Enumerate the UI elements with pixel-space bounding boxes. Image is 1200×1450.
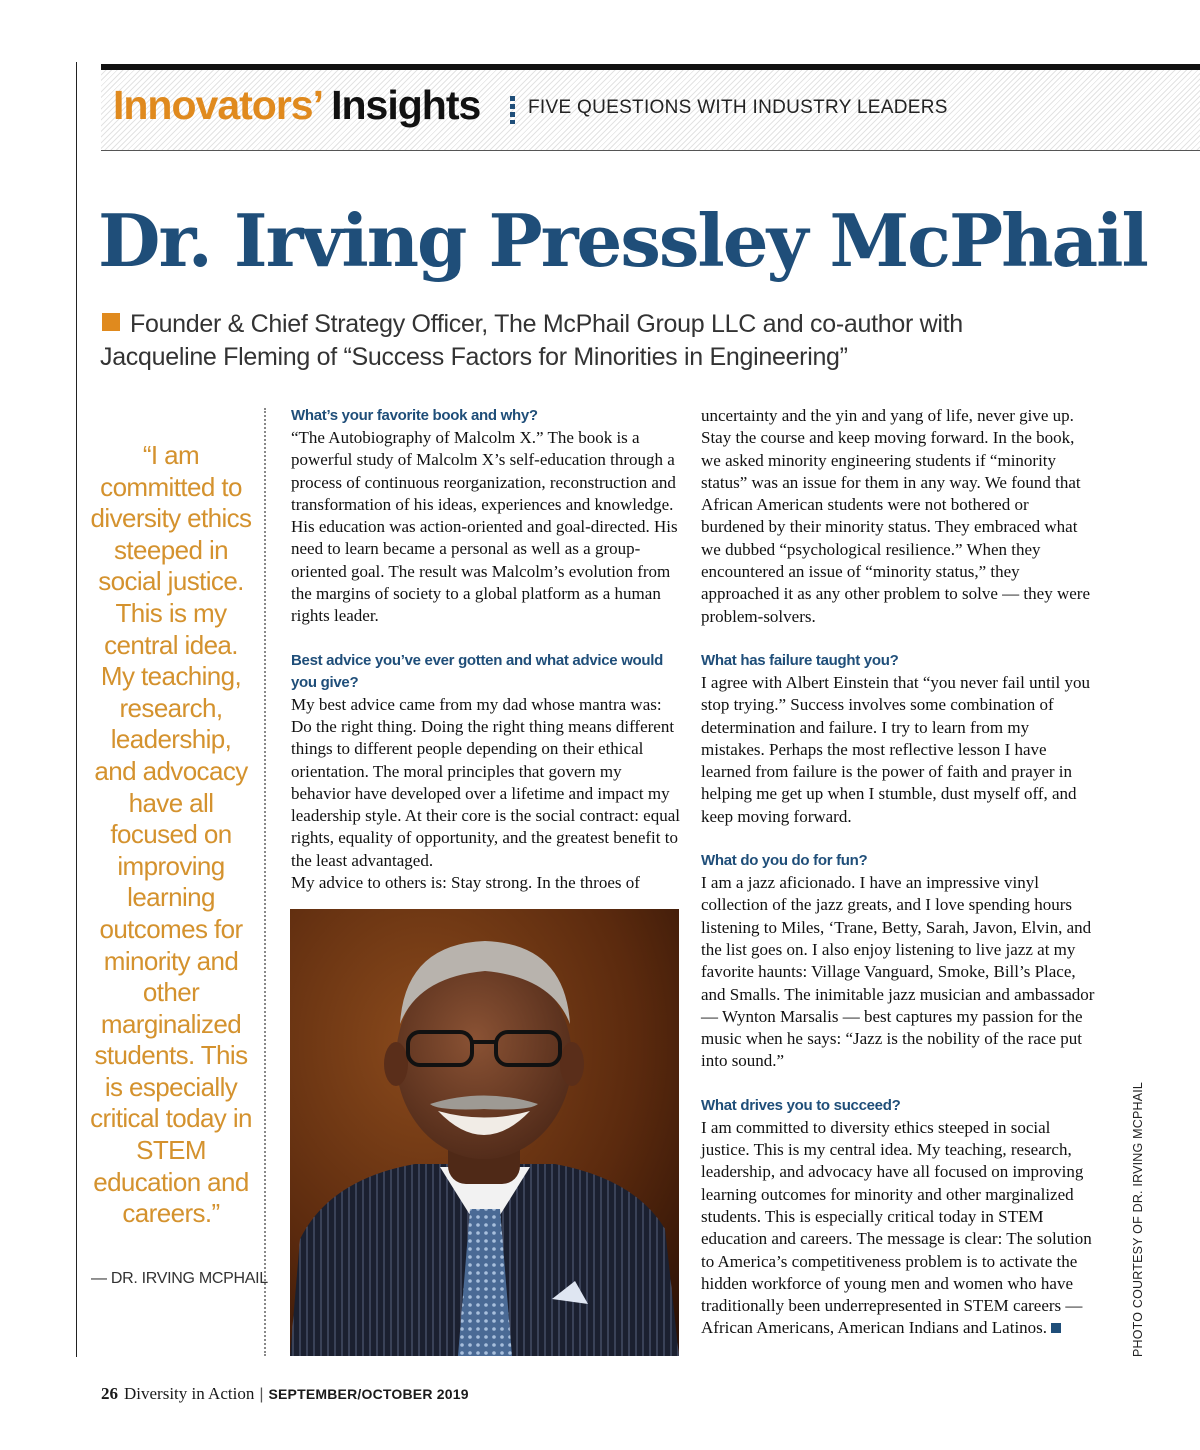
answer-text: I am a jazz aficionado. I have an impressive vinyl collection of the jazz greats, and I love spending hours listening to Miles, ‘Trane, Betty, Sarah, Javon, Elvin, and the list goes on. I also enjoy listening to live jazz at my favorite haunts: Village Vanguard, Smoke, Bill’s Place, and Smalls. The inimitable jazz musician and ambassador — Wynton Marsalis — best captures my passion for the music when he says: “Jazz is the nobility of the race put into sound.” (701, 873, 1095, 1071)
portrait-photo (290, 909, 679, 1356)
left-margin-rule (76, 62, 77, 1357)
dotted-divider-icon (510, 96, 515, 124)
answer-text-continued: My advice to others is: Stay strong. In the throes of (291, 873, 640, 893)
end-mark-icon (1051, 1323, 1061, 1333)
answer-text: I agree with Albert Einstein that “you never fail until you stop trying.” Success involves some combination of determination and failure. I try to learn from my mistakes. Perhaps the most reflective lesson I have learned from failure is the power of faith and prayer in helping me get up when I stumble, dust myself off, and keep moving forward. (701, 672, 1090, 826)
orange-square-icon (102, 313, 120, 331)
column-dotted-divider (264, 408, 266, 1356)
magazine-name: Diversity in Action (124, 1384, 255, 1403)
answer-text-final (701, 1117, 1096, 1340)
question-heading: Best advice you’ve ever gotten and what advice would you give? (291, 651, 664, 691)
page-footer (101, 1384, 469, 1404)
subtitle-line-2: Jacqueline Fleming of “Success Factors for Minorities in Engineering” (100, 343, 848, 371)
question-heading: What do you do for fun? (701, 852, 868, 870)
subtitle-line-1: Founder & Chief Strategy Officer, The McPhail Group LLC and co-author with (130, 310, 963, 338)
section-tagline: FIVE QUESTIONS WITH INDUSTRY LEADERS (528, 97, 948, 118)
answer-text: I am committed to diversity ethics steeped in social justice. This is my central idea. My teaching, research, leadership, and advocacy have all focused on improving learning outcomes for minority and other marginalized students. This is especially critical today in STEM education and careers. The message is clear: The solution to America’s competitiveness problem is to activate the hidden workforce of young men and women who have traditionally been underrepresented in STEM careers — African Americans, American Indians and Latinos. (701, 1117, 1092, 1338)
question-heading: What drives you to succeed? (701, 1096, 901, 1114)
answer-text: My best advice came from my dad whose mantra was: Do the right thing. Doing the right thing means different things to different people depending on their ethical orientation. The moral principles that govern my behavior have developed over a lifetime and impact my leadership style. At their core is the social contract: equal rights, equality of opportunity, and the greatest benefit to the least advantaged. (291, 694, 680, 870)
header-banner (101, 70, 1200, 151)
article-title: Dr. Irving Pressley McPhail (98, 198, 1147, 283)
brand-logo (113, 82, 480, 129)
photo-credit: PHOTO COURTESY OF DR. IRVING MCPHAIL (1131, 1081, 1145, 1357)
footer-separator: | (259, 1386, 264, 1403)
question-heading: What’s your favorite book and why? (291, 407, 538, 424)
answer-text-continued: uncertainty and the yin and yang of life, never give up. Stay the course and keep moving forward. In the book, we asked minority engineering students if “minority status” was an issue for them in any way. We found that African American students were not bothered or burdened by their minority status. They embraced what we dubbed “psychological resilience.” When they encountered an issue of “minority status,” they approached it as any other problem to solve — they were problem-solvers. (701, 406, 1090, 626)
answer-text: “The Autobiography of Malcolm X.” The book is a powerful study of Malcolm X’s self-education through a process of continuous reorganization, reconstruction and transformation of his ideas, experiences and knowledge. His education was action-oriented and goal-directed. His need to learn became a personal as well as a group-oriented goal. The result was Malcolm’s evolution from the margins of society to a global platform as a human rights leader. (291, 428, 678, 626)
article-column-1 (291, 405, 681, 894)
brand-word-innovators: Innovators’ (113, 82, 321, 128)
portrait-illustration (290, 909, 679, 1356)
pull-quote: “I am committed to diversity ethics steeped in social justice. This is my central idea. My teaching, research, leadership, and advocacy have all focused on improving learning outcomes for minority and other marginalized students. This is especially critical today in STEM education and careers.” (90, 440, 252, 1229)
question-heading: What has failure taught you? (701, 651, 899, 669)
article-column-2 (701, 405, 1096, 1340)
article-subtitle (100, 308, 1060, 374)
brand-word-insights: Insights (331, 82, 481, 128)
issue-date: SEPTEMBER/OCTOBER 2019 (268, 1386, 469, 1402)
page-number: 26 (101, 1384, 118, 1403)
pull-quote-attribution: — DR. IRVING MCPHAIL (91, 1270, 268, 1287)
